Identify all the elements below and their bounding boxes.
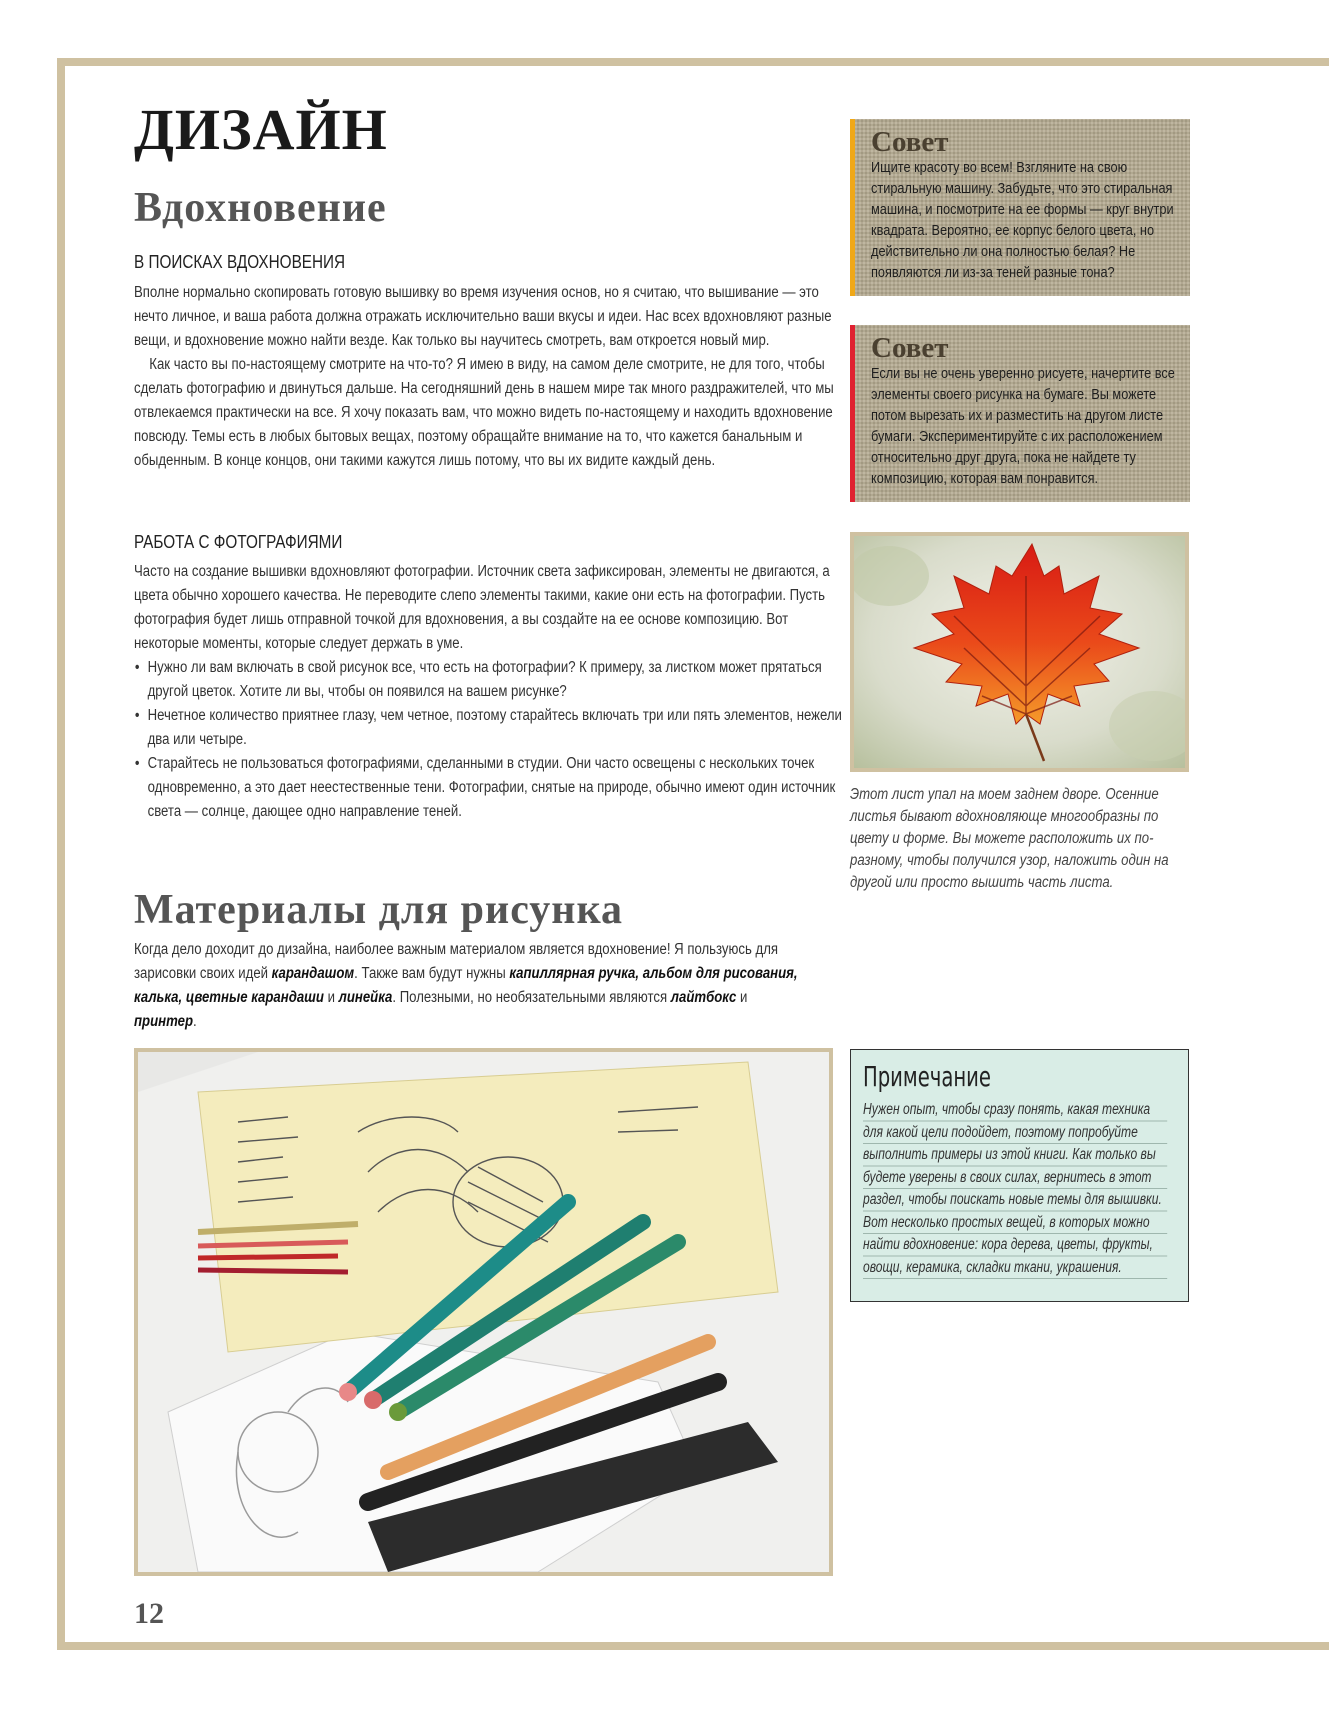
list-item: • Нечетное количество приятнее глазу, чем четное, поэтому старайтесь включать три или пять элементов, нежели два или четыре. xyxy=(148,704,844,752)
photos-text xyxy=(134,560,844,824)
materials-text-part: . xyxy=(193,1013,197,1030)
materials-text-part: и xyxy=(323,989,339,1006)
maple-leaf-photo xyxy=(850,532,1189,772)
leaf-photo-caption: Этот лист упал на моем заднем дворе. Осенние листья бывают вдохновляюще многообразны по цвету и форме. Вы можете расположить их по-разному, чтобы получился узор, наложить один на другой или просто вышить часть листа. xyxy=(850,786,1169,891)
material-ruler: линейка xyxy=(338,989,393,1006)
tip-body: Если вы не очень уверенно рисуете, начертите все элементы своего рисунка на бумаге. Вы можете потом вырезать их и разместить на другом листе бумаги. Экспериментируйте с их расположением относительно друг друга, пока не найдете ту композицию, которая вам понравится. xyxy=(871,365,1175,487)
chapter-title: ДИЗАЙН xyxy=(134,97,388,162)
maple-leaf-image xyxy=(854,536,1185,768)
tip-box-2 xyxy=(850,325,1190,502)
drawing-materials-photo xyxy=(134,1048,833,1576)
materials-text-part: . Также вам будут нужны xyxy=(354,965,510,982)
materials-title: Материалы для рисунка xyxy=(134,887,624,933)
inspiration-paragraph-2: Как часто вы по-настоящему смотрите на что-то? Я имею в виду, на самом деле смотрите, не для того, чтобы сделать фотографию и двинуться дальше. На сегодняшний день в нашем мире так много раздражителей, что мы отвлекаемся практически на все. Я хочу показать вам, что можно видеть по-настоящему и находить вдохновение повсюду. Темы есть в любых бытовых вещах, поэтому обращайте внимание на то, что кажется банальным и обыденным. В конце концов, они такими кажутся лишь потому, что вы их видите каждый день. xyxy=(134,356,834,469)
materials-text-part: Когда дело доходит до дизайна, наиболее важным материалом является вдохновение! Я пользуюсь для зарисовки своих идей xyxy=(134,941,779,982)
note-title: Примечание xyxy=(863,1060,991,1093)
photos-bullet-list xyxy=(134,656,844,824)
section-title: Вдохновение xyxy=(134,185,387,231)
page-number: 12 xyxy=(134,1597,164,1630)
inspiration-heading: В ПОИСКАХ ВДОХНОВЕНИЯ xyxy=(134,252,346,272)
material-lightbox: лайтбокс xyxy=(670,989,737,1006)
materials-text xyxy=(134,938,806,1034)
material-list: капиллярная ручка, альбом для рисования, калька, цветные карандаши xyxy=(134,965,798,1006)
tip-title: Совет xyxy=(871,126,949,158)
tip-title: Совет xyxy=(871,332,949,364)
inspiration-text xyxy=(134,281,844,473)
photos-heading: РАБОТА С ФОТОГРАФИЯМИ xyxy=(134,532,343,552)
drawing-materials-image xyxy=(138,1052,829,1572)
note-box xyxy=(850,1049,1189,1302)
photos-intro: Часто на создание вышивки вдохновляют фотографии. Источник света зафиксирован, элементы не двигаются, а цвета обычно хорошего качества. Не переводите слепо элементы такими, какие они есть на фотографии. Пусть фотография будет лишь отправной точкой для вдохновения, а вы создайте на ее основе композицию. Вот некоторые моменты, которые следует держать в уме. xyxy=(134,563,830,652)
material-printer: принтер xyxy=(134,1013,194,1030)
list-item: • Старайтесь не пользоваться фотографиями, сделанными в студии. Они часто освещены с нескольких точек одновременно, а это дает неестественные тени. Фотографии, снятые на природе, обычно имеют один источник света — солнце, дающее одно направление теней. xyxy=(148,752,844,824)
note-body: Нужен опыт, чтобы сразу понять, какая техника для какой цели подойдет, поэтому попробуйте выполнить примеры из этой книги. Как только вы будете уверены в своих силах, вернитесь в этот раздел, чтобы поискать новые темы для вышивки. Вот несколько простых вещей, в которых можно найти вдохновение: кора дерева, цветы, фрукты, овощи, керамика, складки ткани, украшения. xyxy=(863,1099,1167,1279)
list-item: • Нужно ли вам включать в свой рисунок все, что есть на фотографии? К примеру, за листком может прятаться другой цветок. Хотите ли вы, чтобы он появился на вашем рисунке? xyxy=(148,656,844,704)
materials-text-part: и xyxy=(736,989,748,1006)
tip-box-1 xyxy=(850,119,1190,296)
tip-body: Ищите красоту во всем! Взгляните на свою стиральную машину. Забудьте, что это стиральная машина, и посмотрите на ее формы — круг внутри квадрата. Вероятно, ее корпус белого цвета, но действительно ли она полностью белая? Не появляются ли из-за теней разные тона? xyxy=(871,159,1174,281)
material-pencil: карандашом xyxy=(271,965,355,982)
materials-text-part: . Полезными, но необязательными являются xyxy=(392,989,671,1006)
inspiration-paragraph-1: Вполне нормально скопировать готовую вышивку во время изучения основ, но я считаю, что вышивание — это нечто личное, и ваша работа должна отражать исключительно ваши вкусы и идеи. Нас всех вдохновляют разные вещи, и вдохновение можно найти везде. Как только вы научитесь смотреть, вам откроется новый мир. xyxy=(134,284,832,349)
